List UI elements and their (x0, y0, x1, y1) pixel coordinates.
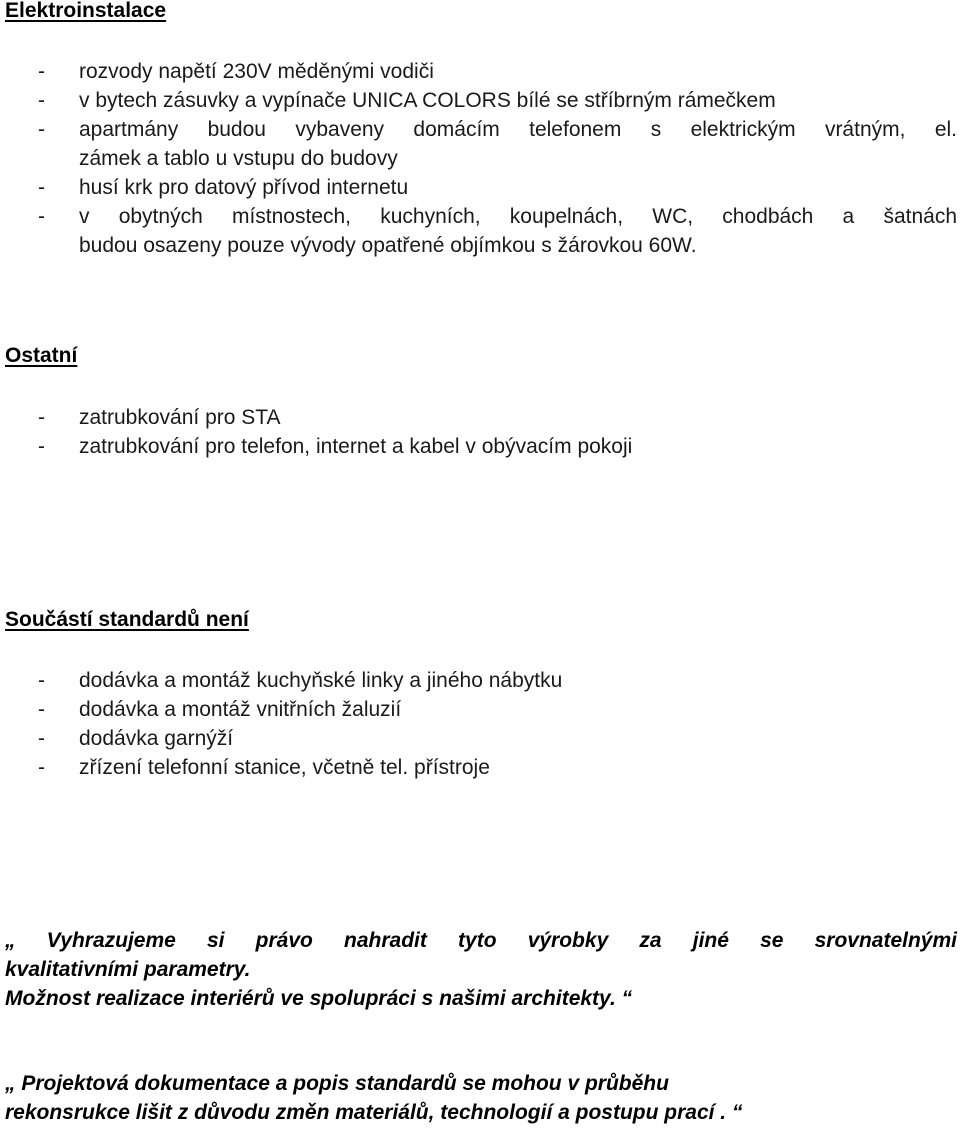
note-line: Možnost realizace interiérů ve spolupráci s našimi architekty. “ (5, 987, 633, 1010)
list-item (0, 57, 957, 86)
list-item (0, 86, 957, 115)
list-item (0, 173, 957, 202)
bullet-dash: - (38, 89, 45, 112)
list-item (0, 666, 957, 695)
list-item (0, 432, 957, 461)
section-title-electrical: Elektroinstalace (5, 0, 167, 22)
list-item-text: zřízení telefonní stanice, včetně tel. přístroje (79, 756, 490, 779)
other-list (0, 403, 957, 461)
bullet-dash: - (38, 176, 45, 199)
list-item-text: dodávka garnýží (79, 727, 234, 750)
bullet-dash: - (38, 435, 45, 458)
list-item-text: v bytech zásuvky a vypínače UNICA COLORS bílé se stříbrným rámečkem (79, 89, 776, 112)
list-item-text: dodávka a montáž vnitřních žaluzií (79, 698, 402, 721)
bullet-dash: - (38, 698, 45, 721)
note-project-documentation (5, 1069, 957, 1127)
bullet-dash: - (38, 60, 45, 83)
bullet-dash: - (38, 205, 45, 228)
list-item-text: v obytných místnostech, kuchyních, koupelnách, WC, chodbách a šatnách (79, 205, 957, 228)
list-item (0, 403, 957, 432)
list-item-text: zatrubkování pro STA (79, 406, 281, 429)
note-line: rekonsrukce lišit z důvodu změn materiálů, technologií a postupu prací . “ (5, 1101, 743, 1124)
bullet-dash: - (38, 756, 45, 779)
list-item-text: apartmány budou vybaveny domácím telefonem s elektrickým vrátným, el. (79, 118, 957, 141)
section-title-other: Ostatní (5, 344, 78, 367)
list-item (0, 695, 957, 724)
bullet-dash: - (38, 727, 45, 750)
bullet-dash: - (38, 406, 45, 429)
list-item (0, 753, 957, 782)
list-item (0, 724, 957, 753)
bullet-dash: - (38, 669, 45, 692)
list-item-text: zatrubkování pro telefon, internet a kabel v obývacím pokoji (79, 435, 633, 458)
note-replacement-rights (5, 926, 957, 1013)
section-title-excluded: Součástí standardů není (5, 608, 249, 631)
list-item-continuation: zámek a tablo u vstupu do budovy (79, 147, 398, 170)
list-item (0, 202, 957, 231)
bullet-dash: - (38, 118, 45, 141)
note-line: kvalitativními parametry. (5, 958, 251, 981)
note-line: „ Vyhrazujeme si právo nahradit tyto výrobky za jiné se srovnatelnými (5, 929, 957, 952)
list-item-text: husí krk pro datový přívod internetu (79, 176, 409, 199)
note-line: „ Projektová dokumentace a popis standardů se mohou v průběhu (5, 1072, 669, 1095)
list-item (0, 115, 957, 144)
electrical-list (0, 57, 957, 260)
list-item-text: dodávka a montáž kuchyňské linky a jiného nábytku (79, 669, 563, 692)
list-item-continuation: budou osazeny pouze vývody opatřené objímkou s žárovkou 60W. (79, 234, 697, 257)
list-item-text: rozvody napětí 230V měděnými vodiči (79, 60, 434, 83)
excluded-list (0, 666, 957, 782)
